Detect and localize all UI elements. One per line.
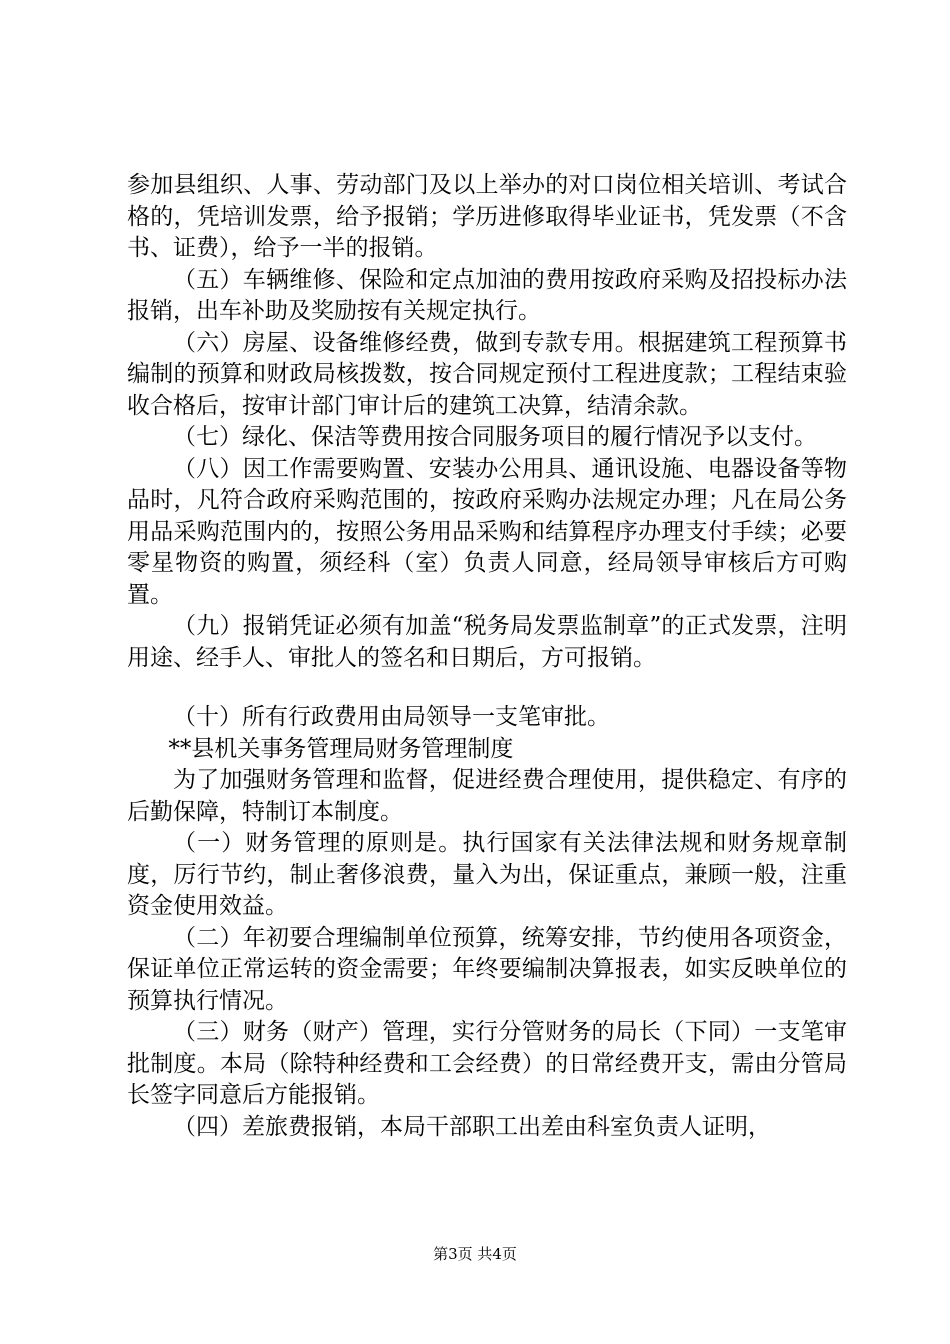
paragraph-item-7: （七）绿化、保洁等费用按合同服务项目的履行情况予以支付。 [173, 424, 817, 450]
page-footer [0, 1244, 950, 1264]
paragraph-item-3: （三）财务（财产）管理，实行分管财务的局长（下同）一支笔审批制度。本局（除特种经费和工会经费）的日常经费开支，需由分管局长签字同意后方能报销。 [127, 1019, 847, 1108]
section-title: **县机关事务管理局财务管理制度 [168, 735, 514, 762]
paragraph-item-4: （四）差旅费报销，本局干部职工出差由科室负责人证明， [173, 1113, 771, 1140]
paragraph-intro: 为了加强财务管理和监督，促进经费合理使用，提供稳定、有序的后勤保障，特制订本制度。 [127, 767, 847, 825]
paragraph-item-9: （九）报销凭证必须有加盖“税务局发票监制章”的正式发票，注明用途、经手人、审批人的签名和日期后，方可报销。 [127, 613, 847, 671]
paragraph-item-6: （六）房屋、设备维修经费，做到专款专用。根据建筑工程预算书编制的预算和财政局核拨数，按合同规定预付工程进度款；工程结束验收合格后，按审计部门审计后的建筑工决算，结清余款。 [127, 329, 847, 419]
paragraph-item-5: （五）车辆维修、保险和定点加油的费用按政府采购及招投标办法报销，出车补助及奖励按有关规定执行。 [127, 266, 847, 324]
paragraph-item-1: （一）财务管理的原则是。执行国家有关法律法规和财务规章制度，厉行节约，制止奢侈浪费，量入为出，保证重点，兼顾一般，注重资金使用效益。 [127, 830, 847, 919]
paragraph-training-reimbursement: 参加县组织、人事、劳动部门及以上举办的对口岗位相关培训、考试合格的，凭培训发票，给予报销；学历进修取得毕业证书，凭发票（不含书、证费），给予一半的报销。 [127, 172, 847, 261]
page-number: 第3页 共4页 [433, 1245, 517, 1263]
document-body [127, 170, 847, 1143]
paragraph-item-10: （十）所有行政费用由局领导一支笔审批。 [173, 704, 610, 730]
paragraph-item-8: （八）因工作需要购置、安装办公用具、通讯设施、电器设备等物品时，凡符合政府采购范围的，按政府采购办法规定办理；凡在局公务用品采购范围内的，按照公务用品采购和结算程序办理支付手续；必要零星物资的购置，须经科（室）负责人同意，经局领导审核后方可购置。 [127, 455, 847, 608]
paragraph-item-2: （二）年初要合理编制单位预算，统筹安排，节约使用各项资金，保证单位正常运转的资金需要；年终要编制决算报表，如实反映单位的预算执行情况。 [127, 924, 847, 1014]
